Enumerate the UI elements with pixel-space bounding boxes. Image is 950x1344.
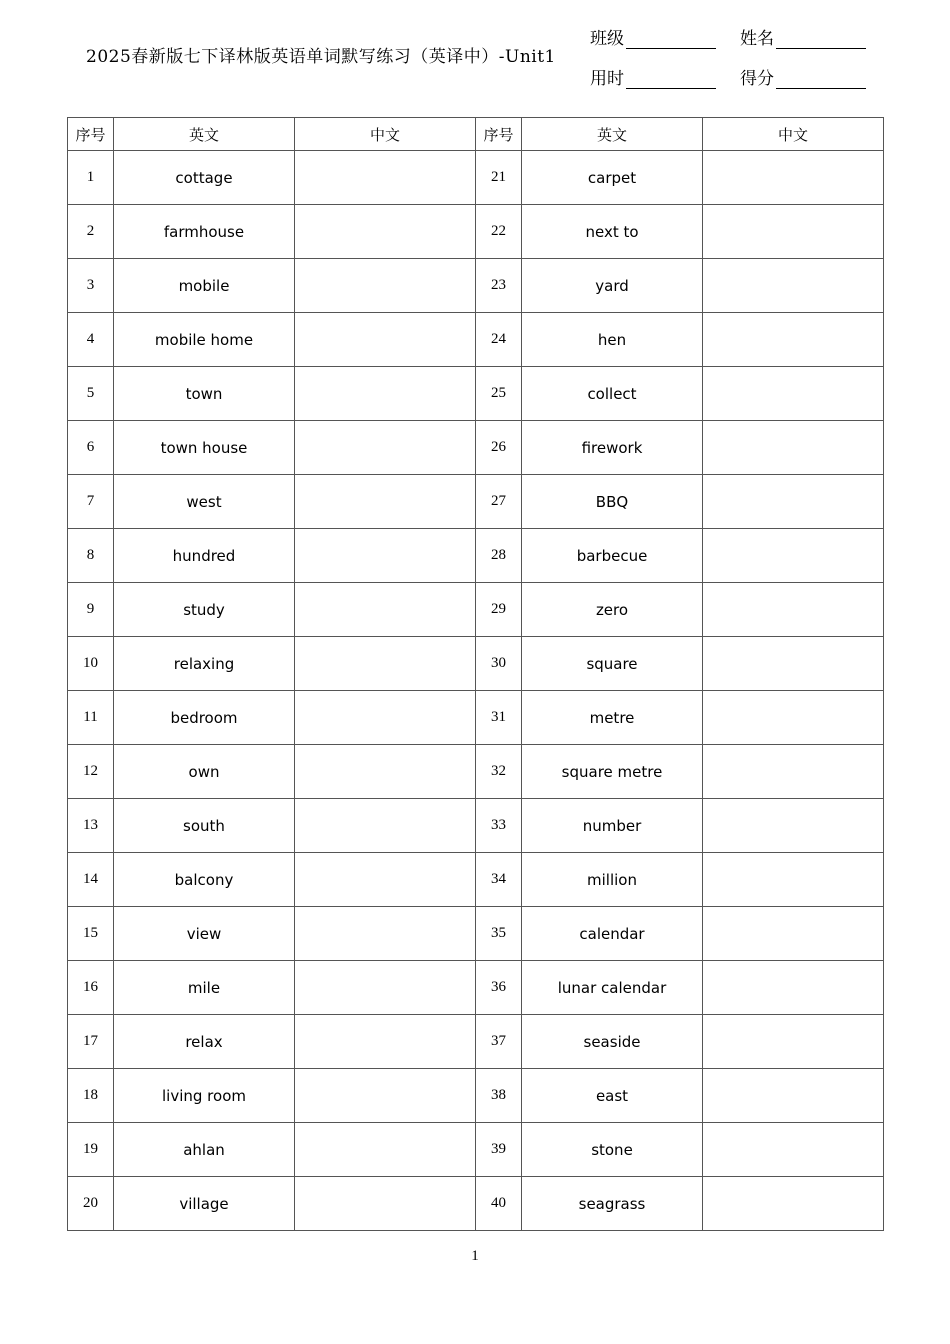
- row-index: 11: [68, 691, 114, 745]
- english-word: number: [522, 799, 703, 853]
- english-word: seaside: [522, 1015, 703, 1069]
- chinese-answer-cell[interactable]: [703, 745, 884, 799]
- row-index: 15: [68, 907, 114, 961]
- chinese-answer-cell[interactable]: [295, 1123, 476, 1177]
- table-row: [68, 313, 884, 367]
- chinese-answer-cell[interactable]: [295, 907, 476, 961]
- header-chinese: 中文: [295, 118, 476, 151]
- english-word: next to: [522, 205, 703, 259]
- english-word: seagrass: [522, 1177, 703, 1231]
- row-index: 19: [68, 1123, 114, 1177]
- english-word: own: [114, 745, 295, 799]
- class-blank[interactable]: [626, 30, 716, 49]
- row-index: 10: [68, 637, 114, 691]
- table-row: [68, 259, 884, 313]
- chinese-answer-cell[interactable]: [703, 1177, 884, 1231]
- chinese-answer-cell[interactable]: [295, 637, 476, 691]
- chinese-answer-cell[interactable]: [703, 799, 884, 853]
- chinese-answer-cell[interactable]: [703, 259, 884, 313]
- english-word: square: [522, 637, 703, 691]
- row-index: 3: [68, 259, 114, 313]
- english-word: calendar: [522, 907, 703, 961]
- class-field: [590, 24, 716, 49]
- english-word: cottage: [114, 151, 295, 205]
- header-chinese: 中文: [703, 118, 884, 151]
- chinese-answer-cell[interactable]: [295, 475, 476, 529]
- row-index: 18: [68, 1069, 114, 1123]
- row-index: 40: [476, 1177, 522, 1231]
- name-field: [740, 24, 866, 49]
- table-header-row: [68, 118, 884, 151]
- score-field: [740, 64, 866, 89]
- row-index: 20: [68, 1177, 114, 1231]
- english-word: yard: [522, 259, 703, 313]
- chinese-answer-cell[interactable]: [295, 205, 476, 259]
- chinese-answer-cell[interactable]: [295, 691, 476, 745]
- row-index: 9: [68, 583, 114, 637]
- chinese-answer-cell[interactable]: [295, 259, 476, 313]
- chinese-answer-cell[interactable]: [703, 907, 884, 961]
- english-word: ahlan: [114, 1123, 295, 1177]
- english-word: view: [114, 907, 295, 961]
- chinese-answer-cell[interactable]: [703, 475, 884, 529]
- table-row: [68, 205, 884, 259]
- table-row: [68, 961, 884, 1015]
- english-word: hundred: [114, 529, 295, 583]
- chinese-answer-cell[interactable]: [295, 1015, 476, 1069]
- english-word: bedroom: [114, 691, 295, 745]
- table-row: [68, 1015, 884, 1069]
- table-row: [68, 475, 884, 529]
- chinese-answer-cell[interactable]: [703, 367, 884, 421]
- english-word: lunar calendar: [522, 961, 703, 1015]
- row-index: 5: [68, 367, 114, 421]
- row-index: 22: [476, 205, 522, 259]
- table-row: [68, 529, 884, 583]
- row-index: 37: [476, 1015, 522, 1069]
- row-index: 30: [476, 637, 522, 691]
- time-label: 用时: [590, 69, 624, 89]
- chinese-answer-cell[interactable]: [295, 151, 476, 205]
- chinese-answer-cell[interactable]: [295, 799, 476, 853]
- chinese-answer-cell[interactable]: [703, 961, 884, 1015]
- time-field: [590, 64, 716, 89]
- chinese-answer-cell[interactable]: [703, 313, 884, 367]
- row-index: 1: [68, 151, 114, 205]
- vocab-table: [67, 117, 884, 1231]
- row-index: 21: [476, 151, 522, 205]
- chinese-answer-cell[interactable]: [703, 1015, 884, 1069]
- chinese-answer-cell[interactable]: [703, 691, 884, 745]
- english-word: metre: [522, 691, 703, 745]
- time-blank[interactable]: [626, 70, 716, 89]
- english-word: mobile home: [114, 313, 295, 367]
- english-word: hen: [522, 313, 703, 367]
- row-index: 2: [68, 205, 114, 259]
- row-index: 32: [476, 745, 522, 799]
- chinese-answer-cell[interactable]: [703, 583, 884, 637]
- chinese-answer-cell[interactable]: [295, 745, 476, 799]
- chinese-answer-cell[interactable]: [295, 1069, 476, 1123]
- header-index: 序号: [68, 118, 114, 151]
- row-index: 34: [476, 853, 522, 907]
- row-index: 31: [476, 691, 522, 745]
- row-index: 36: [476, 961, 522, 1015]
- table-row: [68, 637, 884, 691]
- chinese-answer-cell[interactable]: [295, 961, 476, 1015]
- row-index: 35: [476, 907, 522, 961]
- row-index: 26: [476, 421, 522, 475]
- row-index: 14: [68, 853, 114, 907]
- chinese-answer-cell[interactable]: [295, 529, 476, 583]
- chinese-answer-cell[interactable]: [295, 421, 476, 475]
- row-index: 33: [476, 799, 522, 853]
- english-word: west: [114, 475, 295, 529]
- english-word: relaxing: [114, 637, 295, 691]
- english-word: village: [114, 1177, 295, 1231]
- table-row: [68, 745, 884, 799]
- english-word: collect: [522, 367, 703, 421]
- english-word: carpet: [522, 151, 703, 205]
- row-index: 6: [68, 421, 114, 475]
- chinese-answer-cell[interactable]: [295, 1177, 476, 1231]
- chinese-answer-cell[interactable]: [295, 583, 476, 637]
- table-row: [68, 1069, 884, 1123]
- english-word: square metre: [522, 745, 703, 799]
- table-row: [68, 421, 884, 475]
- row-index: 38: [476, 1069, 522, 1123]
- row-index: 28: [476, 529, 522, 583]
- english-word: relax: [114, 1015, 295, 1069]
- name-label: 姓名: [740, 29, 774, 49]
- row-index: 23: [476, 259, 522, 313]
- chinese-answer-cell[interactable]: [703, 637, 884, 691]
- table-row: [68, 583, 884, 637]
- english-word: BBQ: [522, 475, 703, 529]
- english-word: million: [522, 853, 703, 907]
- english-word: zero: [522, 583, 703, 637]
- score-blank[interactable]: [776, 70, 866, 89]
- english-word: balcony: [114, 853, 295, 907]
- chinese-answer-cell[interactable]: [703, 853, 884, 907]
- table-row: [68, 1123, 884, 1177]
- table-row: [68, 1177, 884, 1231]
- english-word: town: [114, 367, 295, 421]
- page-number: 1: [471, 1248, 479, 1264]
- class-label: 班级: [590, 29, 624, 49]
- row-index: 8: [68, 529, 114, 583]
- english-word: study: [114, 583, 295, 637]
- row-index: 24: [476, 313, 522, 367]
- table-row: [68, 151, 884, 205]
- page-title: 2025春新版七下译林版英语单词默写练习（英译中）-Unit1: [86, 47, 556, 67]
- chinese-answer-cell[interactable]: [703, 529, 884, 583]
- table-row: [68, 691, 884, 745]
- table-row: [68, 799, 884, 853]
- english-word: mile: [114, 961, 295, 1015]
- chinese-answer-cell[interactable]: [703, 205, 884, 259]
- score-label: 得分: [740, 69, 774, 89]
- chinese-answer-cell[interactable]: [295, 853, 476, 907]
- table-row: [68, 367, 884, 421]
- english-word: barbecue: [522, 529, 703, 583]
- chinese-answer-cell[interactable]: [703, 421, 884, 475]
- row-index: 7: [68, 475, 114, 529]
- row-index: 4: [68, 313, 114, 367]
- table-row: [68, 853, 884, 907]
- english-word: mobile: [114, 259, 295, 313]
- row-index: 27: [476, 475, 522, 529]
- row-index: 16: [68, 961, 114, 1015]
- row-index: 12: [68, 745, 114, 799]
- row-index: 13: [68, 799, 114, 853]
- row-index: 29: [476, 583, 522, 637]
- chinese-answer-cell[interactable]: [295, 313, 476, 367]
- chinese-answer-cell[interactable]: [295, 367, 476, 421]
- header-index: 序号: [476, 118, 522, 151]
- header-english: 英文: [114, 118, 295, 151]
- row-index: 17: [68, 1015, 114, 1069]
- chinese-answer-cell[interactable]: [703, 1069, 884, 1123]
- name-blank[interactable]: [776, 30, 866, 49]
- chinese-answer-cell[interactable]: [703, 1123, 884, 1177]
- english-word: living room: [114, 1069, 295, 1123]
- english-word: south: [114, 799, 295, 853]
- row-index: 25: [476, 367, 522, 421]
- header-english: 英文: [522, 118, 703, 151]
- row-index: 39: [476, 1123, 522, 1177]
- chinese-answer-cell[interactable]: [703, 151, 884, 205]
- table-row: [68, 907, 884, 961]
- english-word: east: [522, 1069, 703, 1123]
- english-word: firework: [522, 421, 703, 475]
- english-word: farmhouse: [114, 205, 295, 259]
- english-word: stone: [522, 1123, 703, 1177]
- english-word: town house: [114, 421, 295, 475]
